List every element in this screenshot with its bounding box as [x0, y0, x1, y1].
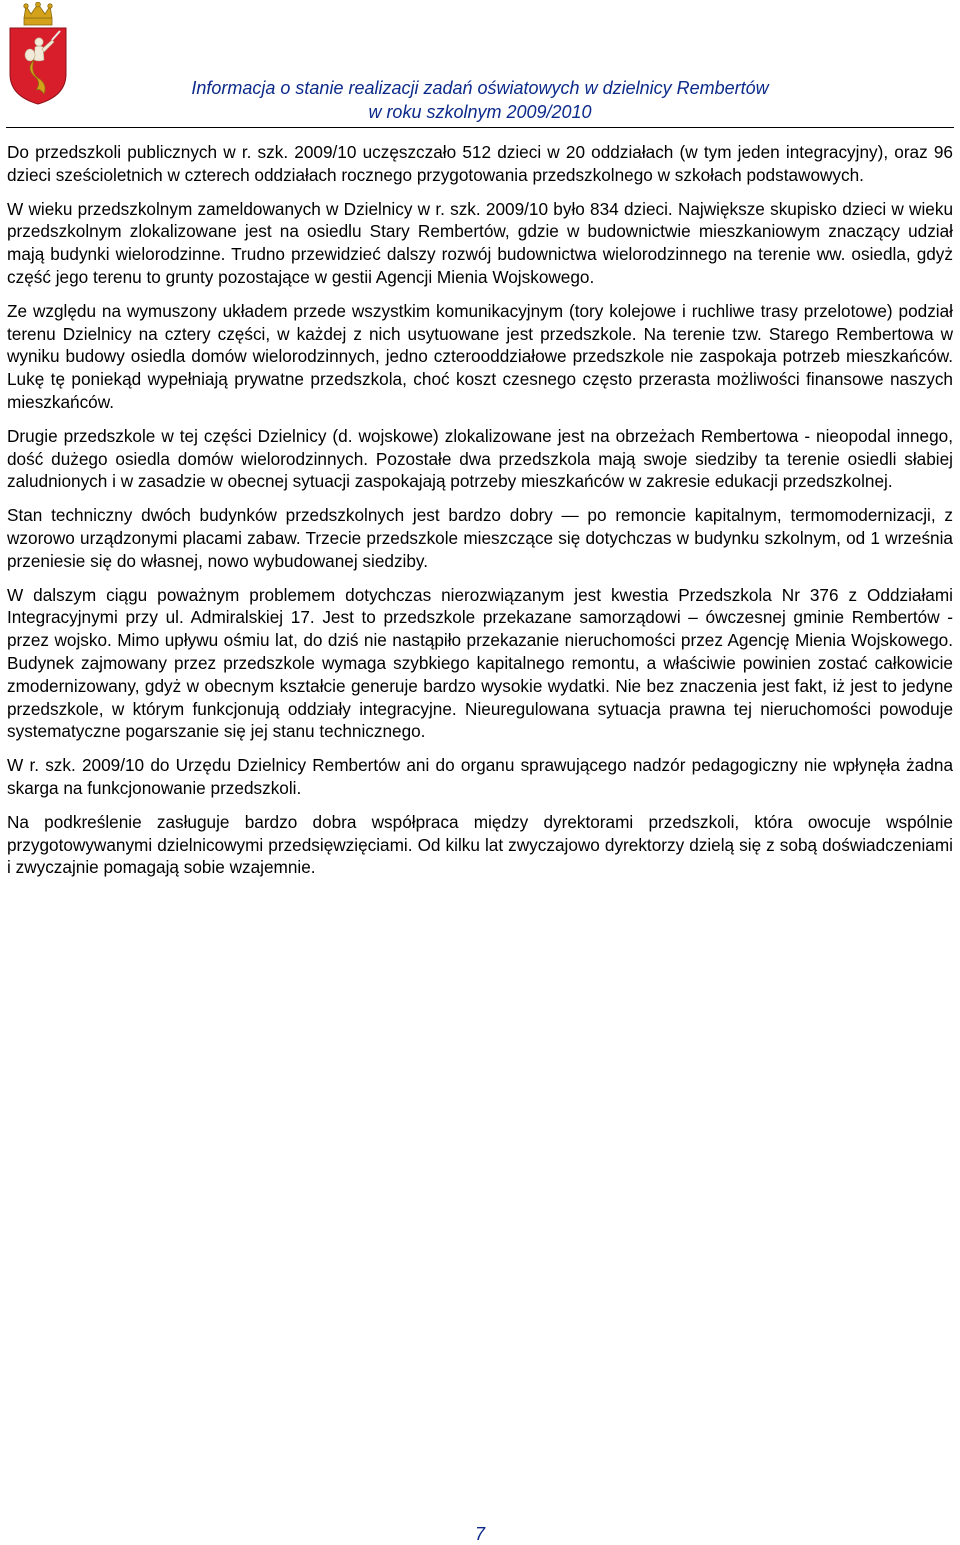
paragraph-technical-condition: Stan techniczny dwóch budynków przedszkolnych jest bardzo dobry — po remoncie kapitalnym, termomodernizacji, z wzorowo urządzonymi placami zabaw. Trzecie przedszkole mieszczące się dotychczas w budynku szkolnym, od 1 września przeniesie się do własnej, nowo wybudowanej siedziby.	[7, 505, 953, 571]
paragraph-registered-children: W wieku przedszkolnym zameldowanych w Dzielnicy w r. szk. 2009/10 było 834 dzieci. Największe skupisko dzieci w wieku przedszkolnym zlokalizowane jest na osiedlu Stary Rembertów, gdzie w budownictwie mieszkaniowym znaczący udział mają budynki wielorodzinne. Trudno przewidzieć dalszy rozwój budownictwa wielorodzinnego na terenie ww. osiedla, gdyż część jego terenu to grunty pozostające w gestii Agencji Mienia Wojskowego.	[7, 198, 953, 287]
page-number: 7	[474, 1524, 485, 1544]
paragraph-enrollment: Do przedszkoli publicznych w r. szk. 2009/10 uczęszczało 512 dzieci w 20 oddziałach (w tym jeden integracyjny), oraz 96 dzieci sześcioletnich w czterech oddziałach rocznego przygotowania przedszkolnego w szkołach podstawowych.	[7, 142, 953, 185]
warsaw-coat-of-arms-icon	[6, 2, 70, 106]
page-header-title	[130, 76, 830, 124]
header-title-line-1: Informacja o stanie realizacji zadań oświatowych w dzielnicy Rembertów	[191, 78, 769, 98]
paragraph-second-preschool: Drugie przedszkole w tej części Dzielnicy (d. wojskowe) zlokalizowane jest na obrzeżach Rembertowa - nieopodal innego, dość dużego osiedla domów wielorodzinnych. Pozostałe dwa przedszkola mają swoje siedziby ta terenie osiedli słabiej zaludnionych i w zasadzie w obecnej sytuacji zaspokajają potrzeby mieszkańców w zakresie edukacji przedszkolnej.	[7, 425, 953, 492]
paragraph-district-division: Ze względu na wymuszony układem przede wszystkim komunikacyjnym (tory kolejowe i ruchliwe trasy przelotowe) podział terenu Dzielnicy na cztery części, w każdej z nich usytuowane jest przedszkole. Na terenie tzw. Starego Rembertowa w wyniku budowy osiedla domów wielorodzinnych, jedno czterooddziałowe przedszkole nie zaspokaja potrzeb mieszkańców. Lukę tę poniekąd wypełniają prywatne przedszkola, choć koszt czesnego często przerasta możliwości finansowe naszych mieszkańców.	[7, 300, 953, 412]
paragraph-preschool-376: W dalszym ciągu poważnym problemem dotychczas nierozwiązanym jest kwestia Przedszkola Nr 376 z Oddziałami Integracyjnymi przy ul. Admiralskiej 17. Jest to przedszkole przekazane samorządowi – ówczesnej gminie Rembertów - przez wojsko. Mimo upływu ośmiu lat, do dziś nie nastąpiło przekazanie nieruchomości przez Agencję Mienia Wojskowego. Budynek zajmowany przez przedszkole wymaga szybkiego kapitalnego remontu, a właściwie powinien zostać całkowicie zmodernizowany, gdyż w obecnym kształcie generuje bardzo wysokie wydatki. Nie bez znaczenia jest fakt, iż jest to jedyne przedszkole, w którym funkcjonują oddziały integracyjne. Nieuregulowana sytuacja prawna tej nieruchomości powoduje systematyczne pogarszanie się jej stanu technicznego.	[7, 584, 953, 742]
header-title-line-2: w roku szkolnym 2009/2010	[368, 102, 592, 122]
paragraph-cooperation: Na podkreślenie zasługuje bardzo dobra współpraca między dyrektorami przedszkoli, która owocuje wspólnie przygotowywanymi dzielnicowymi przedsięwzięciami. Od kilku lat zwyczajowo dyrektorzy dzielą się z sobą doświadczeniami i zwyczajnie pomagają sobie wzajemnie.	[7, 811, 953, 878]
document-body	[7, 141, 953, 890]
header-divider	[6, 127, 954, 128]
paragraph-complaints: W r. szk. 2009/10 do Urzędu Dzielnicy Rembertów ani do organu sprawującego nadzór pedagogiczny nie wpłynęła żadna skarga na funkcjonowanie przedszkoli.	[7, 755, 953, 798]
